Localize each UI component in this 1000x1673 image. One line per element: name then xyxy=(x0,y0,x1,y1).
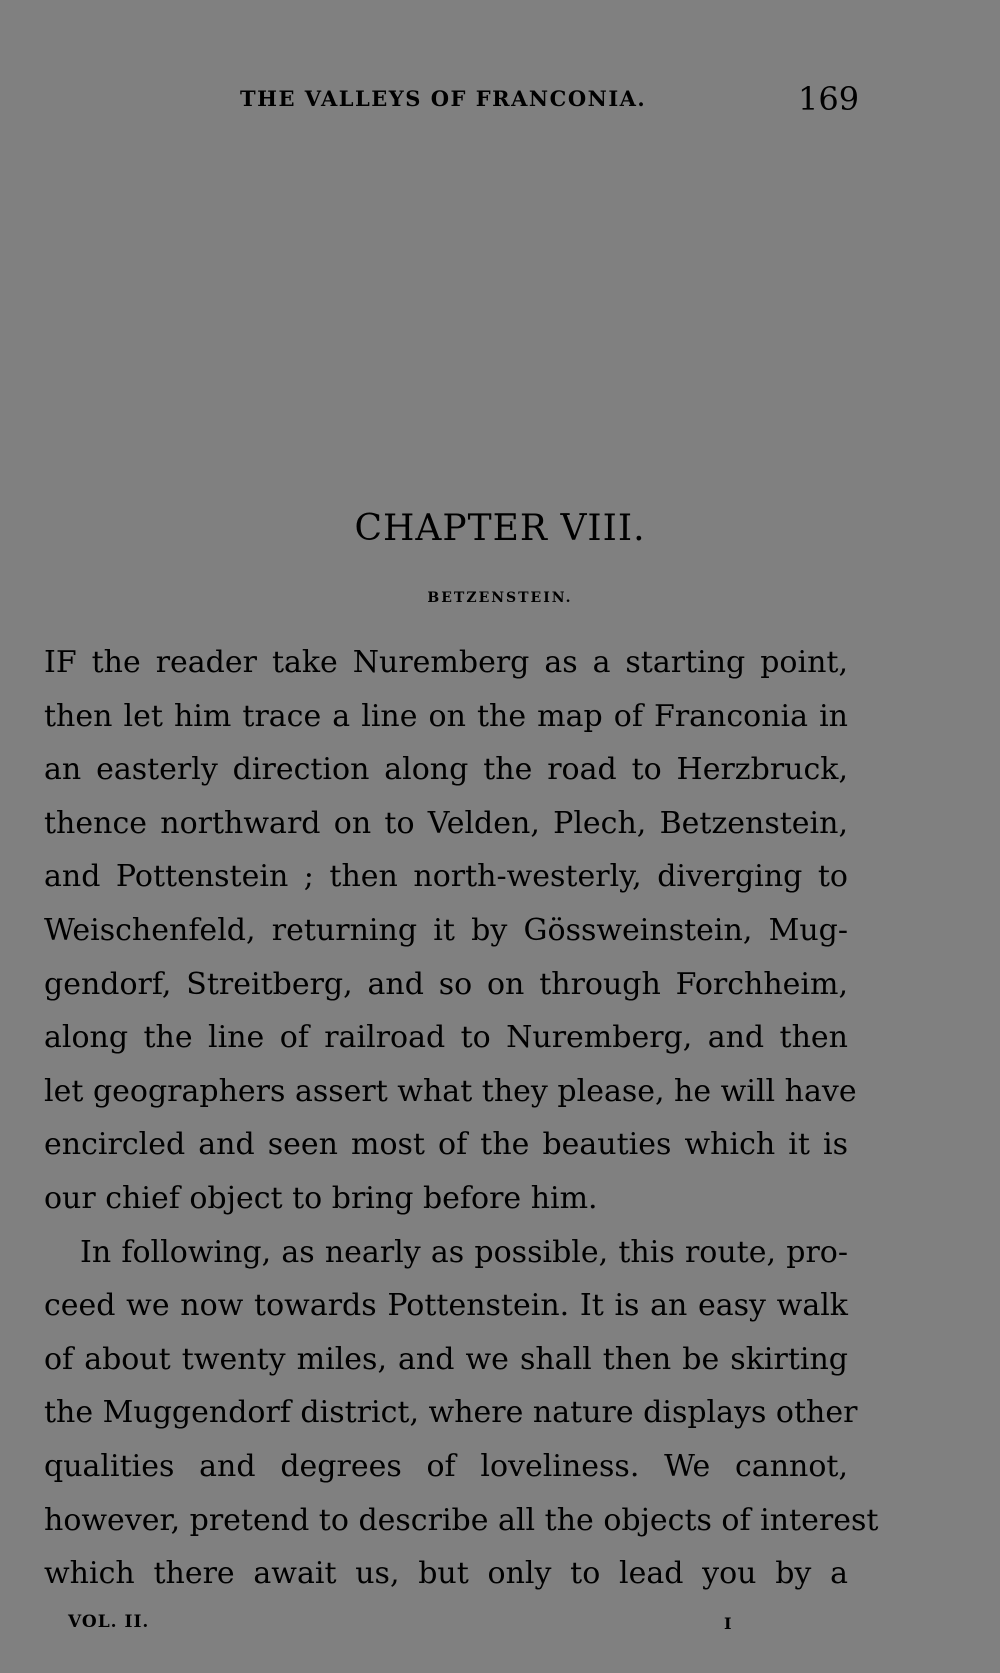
text-line: gendorf, Streitberg, and so on through Forchheim, xyxy=(44,966,848,1002)
text-line: qualities and degrees of loveliness. We cannot, xyxy=(44,1448,848,1484)
text-line: Weischenfeld, returning it by Gössweinstein, Mug- xyxy=(44,912,848,948)
running-head xyxy=(0,80,1000,120)
volume-signature: VOL. II. xyxy=(68,1612,150,1632)
text-line: encircled and seen most of the beauties which it is xyxy=(44,1127,848,1163)
running-title: THE VALLEYS OF FRANCONIA. xyxy=(240,86,647,111)
text-line: In following, as nearly as possible, this route, pro- xyxy=(80,1234,848,1270)
text-line: the Muggendorf district, where nature displays other xyxy=(44,1395,858,1431)
text-line: of about twenty miles, and we shall then be skirting xyxy=(44,1341,848,1377)
text-line: IF the reader take Nuremberg as a starting point, xyxy=(44,645,848,680)
chapter-subtitle: BETZENSTEIN. xyxy=(427,590,573,606)
text-line: an easterly direction along the road to Herzbruck, xyxy=(44,752,848,788)
text-line: which there await us, but only to lead you by a xyxy=(44,1556,848,1592)
gathering-signature: I xyxy=(724,1614,732,1633)
text-line: then let him trace a line on the map of Franconia in xyxy=(44,698,848,734)
text-line: and Pottenstein ; then north-westerly, diverging to xyxy=(44,859,848,895)
text-line: our chief object to bring before him. xyxy=(44,1180,598,1216)
text-line: along the line of railroad to Nuremberg, and then xyxy=(44,1020,848,1056)
page-number: 169 xyxy=(798,80,860,118)
text-line: thence northward on to Velden, Plech, Betzenstein, xyxy=(44,805,848,841)
body-text xyxy=(44,636,879,1601)
text-line: ceed we now towards Pottenstein. It is an easy walk xyxy=(44,1288,848,1324)
text-line: let geographers assert what they please, he will have xyxy=(44,1073,857,1109)
text-line: however, pretend to describe all the objects of interest xyxy=(44,1502,879,1538)
chapter-title: CHAPTER VIII. xyxy=(354,508,646,549)
